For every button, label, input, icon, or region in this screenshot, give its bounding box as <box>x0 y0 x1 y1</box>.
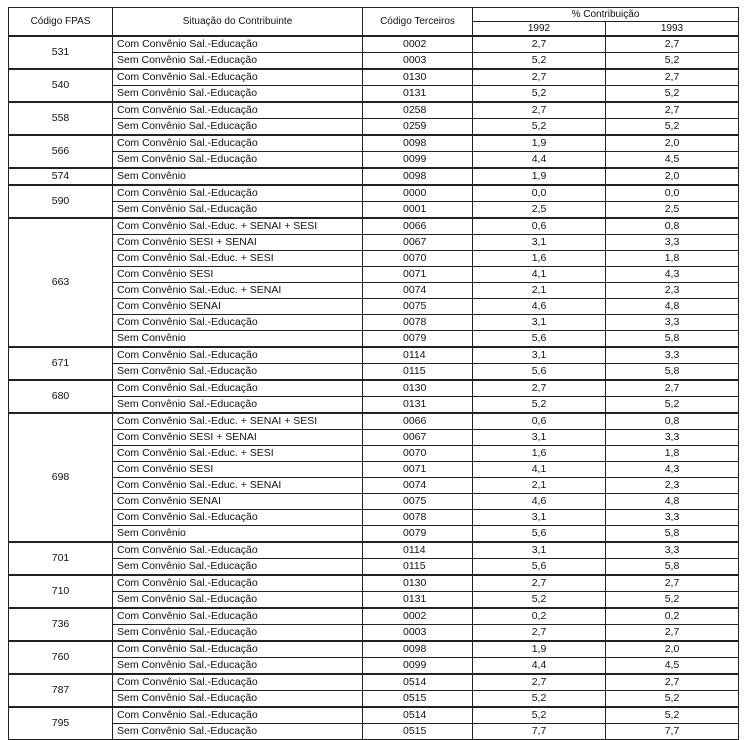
table-row <box>9 658 739 675</box>
codigo-terceiros-cell: 0130 <box>363 575 473 592</box>
codigo-terceiros-cell: 0003 <box>363 625 473 642</box>
situacao-cell: Com Convênio Sal.-Educ. + SENAI <box>113 283 363 299</box>
table-row <box>9 202 739 219</box>
fpas-code-cell: 710 <box>9 575 113 608</box>
table-row <box>9 119 739 136</box>
table-row <box>9 347 739 364</box>
contribution-table-container <box>8 7 738 740</box>
codigo-terceiros-cell: 0099 <box>363 658 473 675</box>
table-row <box>9 69 739 86</box>
situacao-cell: Sem Convênio Sal.-Educação <box>113 152 363 169</box>
table-row <box>9 478 739 494</box>
fpas-code-cell: 698 <box>9 413 113 542</box>
contribuicao-1992-cell: 2,1 <box>473 478 606 494</box>
contribuicao-1992-cell: 5,2 <box>473 53 606 70</box>
situacao-cell: Com Convênio Sal.-Educação <box>113 707 363 724</box>
situacao-cell: Com Convênio Sal.-Educação <box>113 69 363 86</box>
codigo-terceiros-cell: 0071 <box>363 462 473 478</box>
contribuicao-1992-cell: 5,2 <box>473 86 606 103</box>
codigo-terceiros-cell: 0514 <box>363 674 473 691</box>
fpas-code-cell: 558 <box>9 102 113 135</box>
contribuicao-1992-cell: 2,7 <box>473 575 606 592</box>
codigo-terceiros-cell: 0131 <box>363 592 473 609</box>
contribuicao-1992-cell: 1,9 <box>473 641 606 658</box>
contribuicao-1993-cell: 2,0 <box>606 168 739 185</box>
contribuicao-1992-cell: 4,1 <box>473 462 606 478</box>
table-row <box>9 135 739 152</box>
contribuicao-1993-cell: 2,7 <box>606 102 739 119</box>
contribuicao-1993-cell: 7,7 <box>606 724 739 740</box>
situacao-cell: Com Convênio SESI <box>113 462 363 478</box>
situacao-cell: Sem Convênio Sal.-Educação <box>113 625 363 642</box>
table-row <box>9 235 739 251</box>
contribuicao-1992-cell: 7,7 <box>473 724 606 740</box>
table-row <box>9 299 739 315</box>
contribuicao-1993-cell: 0,8 <box>606 218 739 235</box>
contribuicao-1992-cell: 3,1 <box>473 315 606 331</box>
situacao-cell: Sem Convênio Sal.-Educação <box>113 86 363 103</box>
codigo-terceiros-cell: 0075 <box>363 299 473 315</box>
situacao-cell: Com Convênio Sal.-Educ. + SENAI + SESI <box>113 218 363 235</box>
contribuicao-1992-cell: 2,5 <box>473 202 606 219</box>
contribuicao-1992-cell: 4,6 <box>473 299 606 315</box>
codigo-terceiros-cell: 0114 <box>363 542 473 559</box>
table-row <box>9 267 739 283</box>
table-row <box>9 674 739 691</box>
contribuicao-1992-cell: 5,6 <box>473 331 606 348</box>
contribuicao-1992-cell: 2,7 <box>473 69 606 86</box>
codigo-terceiros-cell: 0515 <box>363 691 473 708</box>
situacao-cell: Com Convênio Sal.-Educ. + SESI <box>113 446 363 462</box>
table-row <box>9 102 739 119</box>
contribuicao-1992-cell: 2,7 <box>473 380 606 397</box>
contribuicao-1992-cell: 4,6 <box>473 494 606 510</box>
contribuicao-1993-cell: 5,2 <box>606 53 739 70</box>
situacao-cell: Com Convênio Sal.-Educação <box>113 185 363 202</box>
fpas-code-cell: 531 <box>9 36 113 69</box>
contribuicao-1993-cell: 2,0 <box>606 641 739 658</box>
codigo-terceiros-cell: 0131 <box>363 86 473 103</box>
contribuicao-1993-cell: 1,8 <box>606 446 739 462</box>
contribuicao-1992-cell: 5,6 <box>473 364 606 381</box>
contribuicao-1993-cell: 5,8 <box>606 559 739 576</box>
table-row <box>9 641 739 658</box>
contribuicao-1993-cell: 3,3 <box>606 510 739 526</box>
codigo-terceiros-cell: 0098 <box>363 135 473 152</box>
contribuicao-1993-cell: 0,8 <box>606 413 739 430</box>
contribuicao-1993-cell: 5,8 <box>606 364 739 381</box>
table-row <box>9 691 739 708</box>
codigo-terceiros-cell: 0098 <box>363 641 473 658</box>
codigo-terceiros-cell: 0115 <box>363 364 473 381</box>
situacao-cell: Com Convênio Sal.-Educação <box>113 135 363 152</box>
contribuicao-1992-cell: 5,2 <box>473 691 606 708</box>
fpas-code-cell: 680 <box>9 380 113 413</box>
contribuicao-1993-cell: 3,3 <box>606 235 739 251</box>
situacao-cell: Com Convênio Sal.-Educação <box>113 102 363 119</box>
contribuicao-1992-cell: 5,2 <box>473 119 606 136</box>
table-row <box>9 185 739 202</box>
codigo-terceiros-cell: 0130 <box>363 380 473 397</box>
contribuicao-1993-cell: 5,8 <box>606 526 739 543</box>
situacao-cell: Com Convênio Sal.-Educação <box>113 36 363 53</box>
contribuicao-1992-cell: 3,1 <box>473 347 606 364</box>
table-row <box>9 724 739 740</box>
table-body <box>9 36 739 740</box>
fpas-code-cell: 795 <box>9 707 113 740</box>
fpas-code-cell: 760 <box>9 641 113 674</box>
situacao-cell: Com Convênio Sal.-Educ. + SESI <box>113 251 363 267</box>
fpas-code-cell: 701 <box>9 542 113 575</box>
contribuicao-1992-cell: 3,1 <box>473 510 606 526</box>
contribuicao-1992-cell: 1,6 <box>473 251 606 267</box>
table-header <box>9 8 739 37</box>
table-row <box>9 251 739 267</box>
fpas-code-cell: 540 <box>9 69 113 102</box>
codigo-terceiros-cell: 0079 <box>363 526 473 543</box>
codigo-terceiros-cell: 0515 <box>363 724 473 740</box>
contribuicao-1992-cell: 0,6 <box>473 413 606 430</box>
codigo-terceiros-cell: 0115 <box>363 559 473 576</box>
situacao-cell: Sem Convênio Sal.-Educação <box>113 202 363 219</box>
situacao-cell: Com Convênio SESI + SENAI <box>113 235 363 251</box>
contribuicao-1993-cell: 2,7 <box>606 69 739 86</box>
header-year-1993: 1993 <box>606 22 739 37</box>
contribuicao-1992-cell: 1,9 <box>473 168 606 185</box>
fpas-code-cell: 566 <box>9 135 113 168</box>
table-row <box>9 331 739 348</box>
table-row <box>9 446 739 462</box>
contribuicao-1992-cell: 1,6 <box>473 446 606 462</box>
contribuicao-1992-cell: 3,1 <box>473 430 606 446</box>
table-row <box>9 462 739 478</box>
contribuicao-1992-cell: 2,7 <box>473 625 606 642</box>
table-row <box>9 413 739 430</box>
contribuicao-1993-cell: 4,8 <box>606 299 739 315</box>
table-row <box>9 707 739 724</box>
contribuicao-1993-cell: 5,2 <box>606 86 739 103</box>
situacao-cell: Com Convênio Sal.-Educação <box>113 347 363 364</box>
table-row <box>9 430 739 446</box>
situacao-cell: Com Convênio Sal.-Educação <box>113 575 363 592</box>
fpas-code-cell: 671 <box>9 347 113 380</box>
codigo-terceiros-cell: 0258 <box>363 102 473 119</box>
contribuicao-1993-cell: 4,3 <box>606 267 739 283</box>
situacao-cell: Com Convênio Sal.-Educação <box>113 608 363 625</box>
table-row <box>9 592 739 609</box>
codigo-terceiros-cell: 0067 <box>363 235 473 251</box>
table-row <box>9 526 739 543</box>
codigo-terceiros-cell: 0002 <box>363 608 473 625</box>
contribuicao-1992-cell: 0,0 <box>473 185 606 202</box>
situacao-cell: Com Convênio Sal.-Educação <box>113 542 363 559</box>
situacao-cell: Com Convênio SENAI <box>113 494 363 510</box>
situacao-cell: Sem Convênio Sal.-Educação <box>113 724 363 740</box>
fpas-code-cell: 787 <box>9 674 113 707</box>
situacao-cell: Com Convênio SESI <box>113 267 363 283</box>
situacao-cell: Sem Convênio <box>113 331 363 348</box>
codigo-terceiros-cell: 0514 <box>363 707 473 724</box>
contribuicao-1992-cell: 2,7 <box>473 36 606 53</box>
situacao-cell: Sem Convênio Sal.-Educação <box>113 53 363 70</box>
codigo-terceiros-cell: 0099 <box>363 152 473 169</box>
contribuicao-1992-cell: 2,7 <box>473 674 606 691</box>
situacao-cell: Sem Convênio Sal.-Educação <box>113 119 363 136</box>
contribuicao-1993-cell: 4,5 <box>606 152 739 169</box>
codigo-terceiros-cell: 0001 <box>363 202 473 219</box>
table-row <box>9 364 739 381</box>
contribuicao-1992-cell: 3,1 <box>473 542 606 559</box>
situacao-cell: Com Convênio SESI + SENAI <box>113 430 363 446</box>
header-contribuicao: % Contribuição <box>473 8 739 22</box>
contribuicao-1993-cell: 5,2 <box>606 397 739 414</box>
table-row <box>9 625 739 642</box>
codigo-terceiros-cell: 0071 <box>363 267 473 283</box>
contribuicao-1993-cell: 2,7 <box>606 36 739 53</box>
situacao-cell: Sem Convênio Sal.-Educação <box>113 658 363 675</box>
contribuicao-1993-cell: 0,0 <box>606 185 739 202</box>
contribuicao-1992-cell: 5,6 <box>473 559 606 576</box>
situacao-cell: Sem Convênio Sal.-Educação <box>113 397 363 414</box>
contribuicao-1993-cell: 2,7 <box>606 674 739 691</box>
codigo-terceiros-cell: 0067 <box>363 430 473 446</box>
table-row <box>9 510 739 526</box>
contribution-table <box>8 7 739 740</box>
table-row <box>9 575 739 592</box>
codigo-terceiros-cell: 0070 <box>363 446 473 462</box>
fpas-code-cell: 736 <box>9 608 113 641</box>
contribuicao-1992-cell: 3,1 <box>473 235 606 251</box>
codigo-terceiros-cell: 0002 <box>363 36 473 53</box>
table-row <box>9 315 739 331</box>
contribuicao-1992-cell: 0,6 <box>473 218 606 235</box>
header-situacao: Situação do Contribuinte <box>113 8 363 37</box>
contribuicao-1992-cell: 4,1 <box>473 267 606 283</box>
situacao-cell: Com Convênio Sal.-Educ. + SENAI + SESI <box>113 413 363 430</box>
contribuicao-1992-cell: 5,6 <box>473 526 606 543</box>
contribuicao-1993-cell: 3,3 <box>606 347 739 364</box>
situacao-cell: Com Convênio Sal.-Educação <box>113 380 363 397</box>
situacao-cell: Com Convênio Sal.-Educação <box>113 315 363 331</box>
fpas-code-cell: 590 <box>9 185 113 218</box>
contribuicao-1993-cell: 2,5 <box>606 202 739 219</box>
table-row <box>9 397 739 414</box>
codigo-terceiros-cell: 0114 <box>363 347 473 364</box>
contribuicao-1992-cell: 2,7 <box>473 102 606 119</box>
table-row <box>9 53 739 70</box>
situacao-cell: Com Convênio Sal.-Educação <box>113 510 363 526</box>
contribuicao-1993-cell: 5,2 <box>606 592 739 609</box>
header-codigo-terceiros: Código Terceiros <box>363 8 473 37</box>
contribuicao-1993-cell: 5,2 <box>606 119 739 136</box>
contribuicao-1992-cell: 5,2 <box>473 707 606 724</box>
contribuicao-1992-cell: 5,2 <box>473 592 606 609</box>
codigo-terceiros-cell: 0066 <box>363 413 473 430</box>
contribuicao-1993-cell: 1,8 <box>606 251 739 267</box>
table-row <box>9 168 739 185</box>
contribuicao-1993-cell: 2,7 <box>606 625 739 642</box>
situacao-cell: Com Convênio Sal.-Educação <box>113 641 363 658</box>
situacao-cell: Sem Convênio Sal.-Educação <box>113 559 363 576</box>
table-row <box>9 36 739 53</box>
contribuicao-1993-cell: 3,3 <box>606 542 739 559</box>
fpas-code-cell: 574 <box>9 168 113 185</box>
codigo-terceiros-cell: 0259 <box>363 119 473 136</box>
codigo-terceiros-cell: 0078 <box>363 510 473 526</box>
contribuicao-1993-cell: 3,3 <box>606 315 739 331</box>
codigo-terceiros-cell: 0070 <box>363 251 473 267</box>
contribuicao-1993-cell: 2,0 <box>606 135 739 152</box>
codigo-terceiros-cell: 0000 <box>363 185 473 202</box>
codigo-terceiros-cell: 0130 <box>363 69 473 86</box>
codigo-terceiros-cell: 0078 <box>363 315 473 331</box>
contribuicao-1993-cell: 5,2 <box>606 707 739 724</box>
contribuicao-1993-cell: 2,3 <box>606 283 739 299</box>
situacao-cell: Sem Convênio Sal.-Educação <box>113 592 363 609</box>
contribuicao-1993-cell: 2,7 <box>606 380 739 397</box>
contribuicao-1992-cell: 4,4 <box>473 152 606 169</box>
table-row <box>9 380 739 397</box>
table-row <box>9 218 739 235</box>
codigo-terceiros-cell: 0074 <box>363 283 473 299</box>
contribuicao-1992-cell: 5,2 <box>473 397 606 414</box>
contribuicao-1993-cell: 4,8 <box>606 494 739 510</box>
codigo-terceiros-cell: 0079 <box>363 331 473 348</box>
situacao-cell: Com Convênio Sal.-Educação <box>113 674 363 691</box>
codigo-terceiros-cell: 0098 <box>363 168 473 185</box>
table-row <box>9 494 739 510</box>
codigo-terceiros-cell: 0066 <box>363 218 473 235</box>
situacao-cell: Sem Convênio <box>113 168 363 185</box>
contribuicao-1993-cell: 5,8 <box>606 331 739 348</box>
contribuicao-1992-cell: 4,4 <box>473 658 606 675</box>
table-row <box>9 559 739 576</box>
contribuicao-1992-cell: 0,2 <box>473 608 606 625</box>
table-row <box>9 608 739 625</box>
codigo-terceiros-cell: 0003 <box>363 53 473 70</box>
codigo-terceiros-cell: 0075 <box>363 494 473 510</box>
contribuicao-1993-cell: 4,5 <box>606 658 739 675</box>
codigo-terceiros-cell: 0131 <box>363 397 473 414</box>
contribuicao-1993-cell: 5,2 <box>606 691 739 708</box>
contribuicao-1993-cell: 3,3 <box>606 430 739 446</box>
table-row <box>9 86 739 103</box>
table-row <box>9 283 739 299</box>
contribuicao-1993-cell: 4,3 <box>606 462 739 478</box>
contribuicao-1993-cell: 0,2 <box>606 608 739 625</box>
situacao-cell: Sem Convênio <box>113 526 363 543</box>
table-row <box>9 152 739 169</box>
contribuicao-1992-cell: 2,1 <box>473 283 606 299</box>
contribuicao-1993-cell: 2,7 <box>606 575 739 592</box>
contribuicao-1992-cell: 1,9 <box>473 135 606 152</box>
situacao-cell: Com Convênio Sal.-Educ. + SENAI <box>113 478 363 494</box>
codigo-terceiros-cell: 0074 <box>363 478 473 494</box>
table-row <box>9 542 739 559</box>
header-codigo-fpas: Código FPAS <box>9 8 113 37</box>
situacao-cell: Sem Convênio Sal.-Educação <box>113 364 363 381</box>
header-year-1992: 1992 <box>473 22 606 37</box>
situacao-cell: Sem Convênio Sal.-Educação <box>113 691 363 708</box>
fpas-code-cell: 663 <box>9 218 113 347</box>
contribuicao-1993-cell: 2,3 <box>606 478 739 494</box>
situacao-cell: Com Convênio SENAI <box>113 299 363 315</box>
